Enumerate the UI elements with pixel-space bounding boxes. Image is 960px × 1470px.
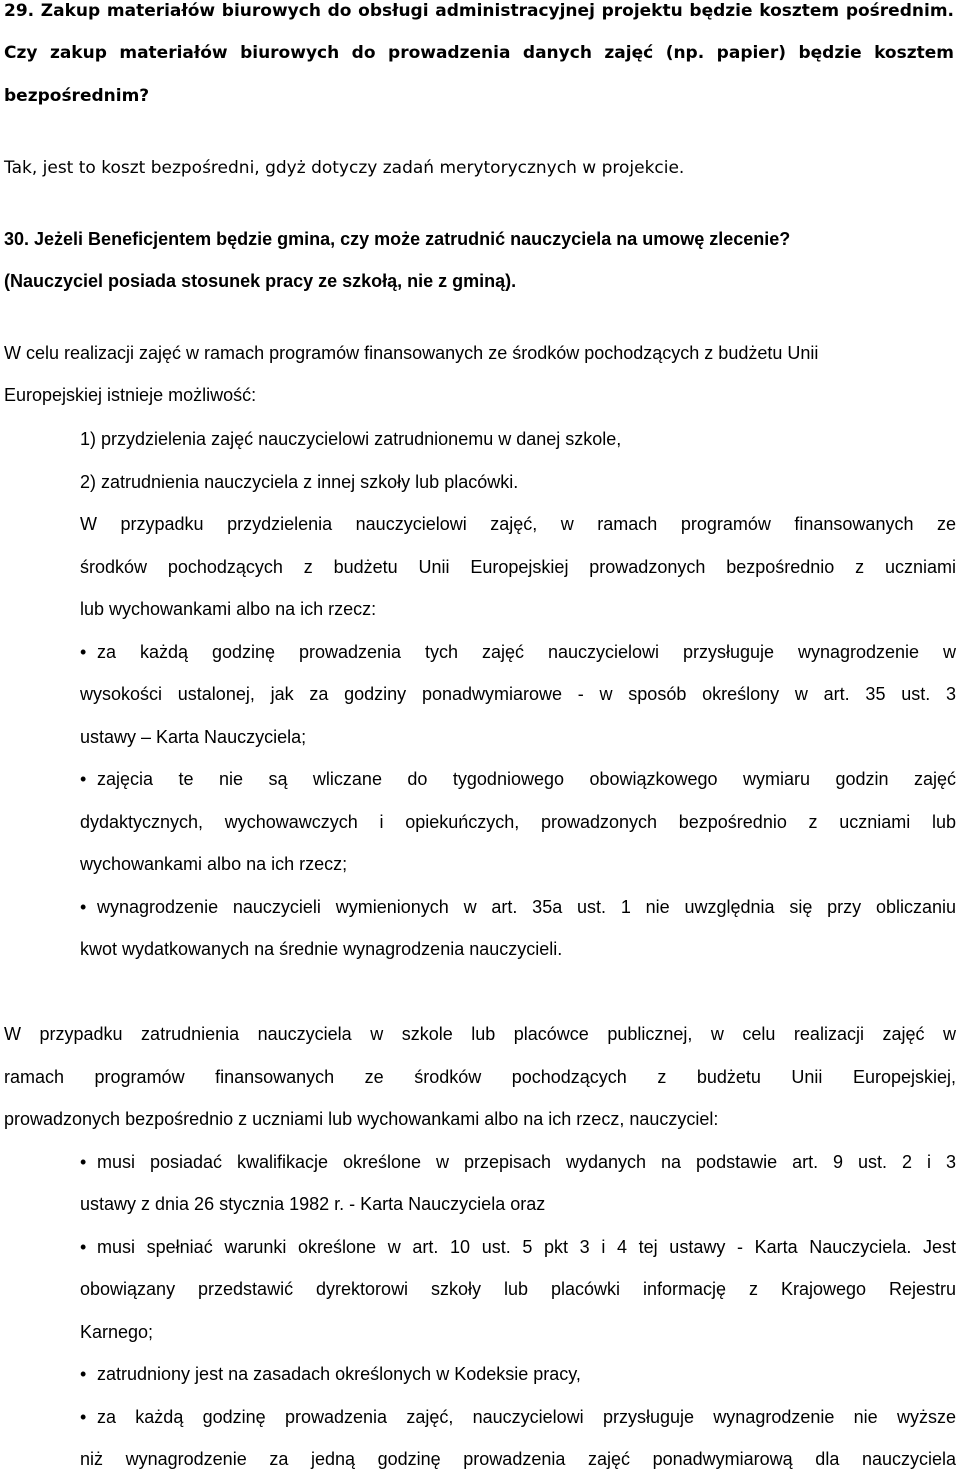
case1-bullet-1-line-3: ustawy – Karta Nauczyciela; [80, 727, 307, 747]
bullet-marker: • [80, 769, 87, 789]
case1-bullet-2-line-2: dydaktycznych, wychowawczych i opiekuńczych, prowadzonych bezpośrednio z uczniami lub [80, 812, 956, 832]
bullet-marker: • [80, 1364, 87, 1384]
case1-line-3: lub wychowankami albo na ich rzecz: [80, 599, 377, 619]
case1-bullet-2-line-3: wychowankami albo na ich rzecz; [80, 854, 348, 874]
case1-line-2: środków pochodzących z budżetu Unii Europejskiej prowadzonych bezpośrednio z uczniami [80, 557, 956, 577]
case2-bullet-1-line-1: musi posiadać kwalifikacje określone w przepisach wydanych na podstawie art. 9 ust. 2 i 3 [97, 1152, 956, 1172]
case2-bullet-2-line-2: obowiązany przedstawić dyrektorowi szkoły lub placówki informację z Krajowego Rejestru [80, 1279, 956, 1299]
bullet-marker: • [80, 1237, 87, 1257]
q30-line-1: 30. Jeżeli Beneficjentem będzie gmina, czy może zatrudnić nauczyciela na umowę zlecenie? [4, 229, 791, 249]
case2-bullet-4-line-2: niż wynagrodzenie za jedną godzinę prowadzenia zajęć ponadwymiarową dla nauczyciela [80, 1449, 956, 1469]
case2-bullet-4-line-1: za każdą godzinę prowadzenia zajęć, nauczycielowi przysługuje wynagrodzenie nie wyższe [97, 1407, 956, 1427]
case2-line-2: ramach programów finansowanych ze środków pochodzących z budżetu Unii Europejskiej, [4, 1067, 956, 1087]
option-2: 2) zatrudnienia nauczyciela z innej szkoły lub placówki. [80, 472, 519, 492]
bullet-marker: • [80, 897, 87, 917]
intro-line-1: W celu realizacji zajęć w ramach programów finansowanych ze środków pochodzących z budżetu Unii [4, 343, 819, 363]
case2-bullet-1-line-2: ustawy z dnia 26 stycznia 1982 r. - Karta Nauczyciela oraz [80, 1194, 546, 1214]
case1-bullet-1-line-2: wysokości ustalonej, jak za godziny ponadwymiarowe - w sposób określony w art. 35 ust. 3 [80, 684, 956, 704]
case2-line-3: prowadzonych bezpośrednio z uczniami lub wychowankami albo na ich rzecz, nauczyciel: [4, 1109, 719, 1129]
bullet-marker: • [80, 1407, 87, 1427]
case1-bullet-3-line-1: wynagrodzenie nauczycieli wymienionych w art. 35a ust. 1 nie uwzględnia się przy obliczaniu [97, 897, 956, 917]
case1-line-1: W przypadku przydzielenia nauczycielowi zajęć, w ramach programów finansowanych ze [80, 514, 956, 534]
case1-bullet-2-line-1: zajęcia te nie są wliczane do tygodniowego obowiązkowego wymiaru godzin zajęć [97, 769, 956, 789]
option-1: 1) przydzielenia zajęć nauczycielowi zatrudnionemu w danej szkole, [80, 429, 622, 449]
case1-bullet-1-line-1: za każdą godzinę prowadzenia tych zajęć nauczycielowi przysługuje wynagrodzenie w [97, 642, 956, 662]
bullet-marker: • [80, 1152, 87, 1172]
case2-bullet-2-line-1: musi spełniać warunki określone w art. 10 ust. 5 pkt 3 i 4 tej ustawy - Karta Nauczyciela. Jest [97, 1237, 956, 1257]
q30-line-2: (Nauczyciel posiada stosunek pracy ze szkołą, nie z gminą). [4, 271, 517, 291]
case2-bullet-2-line-3: Karnego; [80, 1322, 154, 1342]
q29-line-2: Czy zakup materiałów biurowych do prowadzenia danych zajęć (np. papier) będzie kosztem [4, 43, 954, 63]
bullet-marker: • [80, 642, 87, 662]
q29-line-1: 29. Zakup materiałów biurowych do obsługi administracyjnej projektu będzie kosztem pośrednim. [4, 1, 954, 21]
intro-line-2: Europejskiej istnieje możliwość: [4, 385, 257, 405]
case1-bullet-3-line-2: kwot wydatkowanych na średnie wynagrodzenia nauczycieli. [80, 939, 563, 959]
case2-bullet-3-line-1: zatrudniony jest na zasadach określonych w Kodeksie pracy, [97, 1364, 581, 1384]
q29-line-3: bezpośrednim? [4, 86, 150, 106]
case2-line-1: W przypadku zatrudnienia nauczyciela w szkole lub placówce publicznej, w celu realizacji zajęć w [4, 1024, 956, 1044]
q29-answer: Tak, jest to koszt bezpośredni, gdyż dotyczy zadań merytorycznych w projekcie. [4, 158, 685, 178]
